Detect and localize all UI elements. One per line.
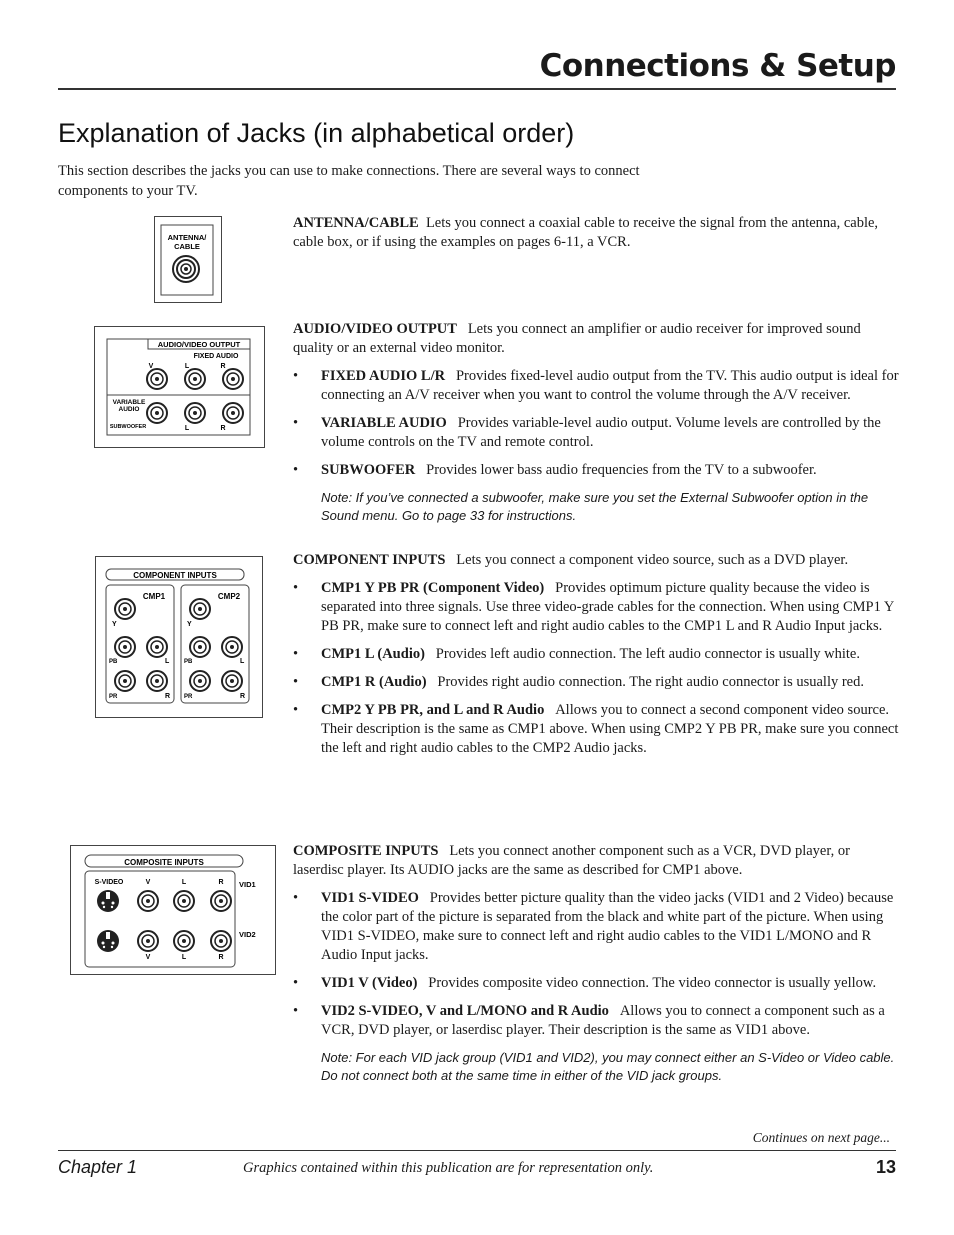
antenna-label-1: ANTENNA/ — [167, 233, 207, 242]
bullet-term: CMP1 Y PB PR (Component Video) — [321, 580, 545, 596]
bullet-term: VARIABLE AUDIO — [321, 415, 447, 431]
v-label: V — [148, 363, 154, 370]
antenna-label-2: CABLE — [174, 242, 200, 251]
vid-note: Note: For each VID jack group (VID1 and VID2), you may connect either an S-Video or Video cable. Do not connect both at the same time in either of the VID jack groups. — [321, 1050, 895, 1083]
chapter-label: Chapter 1 — [58, 1157, 138, 1177]
bullet-text: Allows you to connect a component such as a VCR, DVD player, or laserdisc player. Their description is the same as VID1 above. — [321, 1003, 885, 1038]
av-output-jacks-figure — [94, 326, 265, 448]
rca-jack-icon — [147, 369, 243, 389]
pr-label: PR — [109, 694, 118, 700]
composite-section — [293, 842, 899, 1094]
page-title: Explanation of Jacks (in alphabetical order) — [58, 118, 575, 148]
bullet-term: VID2 S-VIDEO, V and L/MONO and R Audio — [321, 1003, 609, 1019]
composite-text: Lets you connect another component such as a VCR, DVD player, or laserdisc player. Its AUDIO jacks are the same as described for CMP1 above. — [293, 843, 850, 878]
list-item: • FIXED AUDIO L/R Provides fixed-level audio output from the TV. This audio output is ideal for connecting an A/V receiver when you want to control the volume through the A/V receiver. — [293, 368, 899, 403]
antenna-section — [293, 214, 899, 261]
vid1-label: VID1 — [239, 880, 256, 889]
bullet-text: Allows you to connect a second component video source. Their description is the same as CMP1 above. When using CMP2 Y PB PR, make sure you connect the left and right audio cables to the CMP2 Audio jacks. — [321, 702, 899, 756]
rca-jack-icon — [115, 599, 242, 691]
antenna-text: Lets you connect a coaxial cable to receive the signal from the antenna, cable, cable box, or if using the examples on pages 6-11, a VCR. — [293, 215, 879, 250]
composite-term: COMPOSITE INPUTS — [293, 843, 439, 859]
component-inputs-figure — [95, 556, 263, 718]
continues-text: Continues on next page... — [752, 1130, 890, 1145]
list-item: • CMP2 Y PB PR, and L and R Audio Allows you to connect a second component video source. Their description is the same as CMP1 above. When using CMP2 Y PB PR, make sure you connect the left and right audio cables to the CMP2 Audio jacks. — [293, 702, 899, 756]
bullet-term: CMP1 R (Audio) — [321, 674, 427, 690]
av-output-title: AUDIO/VIDEO OUTPUT — [157, 340, 241, 349]
bullet-text: Provides optimum picture quality because the video is separated into three signals. Use three video-grade cables for the connection. When using CMP1 Y PB PR, make sure to connect left and right audio cables to the CMP1 L and R Audio Input jacks. — [321, 580, 894, 634]
subwoofer-label: SUBWOOFER — [109, 424, 147, 430]
fixed-audio-label: FIXED AUDIO — [193, 353, 239, 360]
l-label: L — [184, 425, 190, 432]
list-item: • VARIABLE AUDIO Provides variable-level audio output. Volume levels are controlled by the volume controls on the TV and remote control. — [293, 415, 881, 450]
svideo-jack-icon — [97, 890, 119, 952]
vid2-label: VID2 — [239, 930, 256, 939]
bullet-text: Provides composite video connection. The video connector is usually yellow. — [428, 975, 877, 991]
r-label: R — [240, 693, 246, 700]
svideo-label: S-VIDEO — [94, 879, 124, 886]
bullet-term: VID1 S-VIDEO — [321, 890, 419, 906]
r-label: R — [165, 693, 171, 700]
pr-label: PR — [184, 694, 193, 700]
antenna-term: ANTENNA/CABLE — [293, 215, 419, 231]
av-output-section — [293, 320, 899, 534]
list-item: • CMP1 Y PB PR (Component Video) Provides optimum picture quality because the video is separated into three signals. Use three video-grade cables for the connection. When using CMP1 Y PB PR, make sure to connect left and right audio cables to the CMP1 L and R Audio Input jacks. — [293, 580, 894, 634]
l-label: L — [165, 658, 170, 665]
list-item: • VID1 V (Video) Provides composite video connection. The video connector is usually yellow. — [293, 975, 877, 991]
bullet-text: Provides left audio connection. The left audio connector is usually white. — [435, 646, 860, 662]
bullet-text: Provides lower bass audio frequencies from the TV to a subwoofer. — [426, 462, 817, 478]
variable-label-1: VARIABLE — [112, 399, 146, 406]
r-label: R — [218, 954, 224, 961]
coax-jack-icon — [173, 256, 199, 282]
list-item: • CMP1 L (Audio) Provides left audio connection. The left audio connector is usually white. — [293, 646, 860, 662]
footer-note: Graphics contained within this publication are for representation only. — [243, 1160, 654, 1176]
cmp2-label: CMP2 — [217, 592, 241, 601]
bullet-term: VID1 V (Video) — [321, 975, 418, 991]
l-label: L — [240, 658, 245, 665]
cmp1-label: CMP1 — [142, 592, 166, 601]
bullet-text: Provides better picture quality than the video jacks (VID1 and 2 Video) because the color part of the picture is separated from the black and white part of the picture. When using VID1 S-VIDEO, make sure to connect left and right audio cables to the VID1 L/MONO and R Audio Input jacks. — [321, 890, 894, 963]
l-label: L — [181, 879, 187, 886]
subwoofer-note: Note: If you’ve connected a subwoofer, make sure you set the External Subwoofer option in the Sound menu. Go to page 33 for instructions. — [321, 490, 869, 523]
r-label: R — [220, 425, 226, 432]
bullet-term: SUBWOOFER — [321, 462, 416, 478]
r-label: R — [220, 363, 226, 370]
y-label: Y — [187, 621, 192, 628]
list-item: • SUBWOOFER Provides lower bass audio frequencies from the TV to a subwoofer. — [293, 462, 817, 478]
page-number: 13 — [875, 1157, 896, 1177]
bullet-term: CMP2 Y PB PR, and L and R Audio — [321, 702, 545, 718]
composite-title: COMPOSITE INPUTS — [124, 858, 204, 867]
av-output-term: AUDIO/VIDEO OUTPUT — [293, 321, 457, 337]
r-label: R — [218, 879, 224, 886]
header-rule — [58, 88, 896, 90]
list-item: • VID2 S-VIDEO, V and L/MONO and R Audio Allows you to connect a component such as a VCR, DVD player, or laserdisc player. Their description is the same as VID1 above. — [293, 1003, 885, 1038]
intro-paragraph: This section describes the jacks you can use to make connections. There are several ways to connect components to your TV. — [58, 163, 640, 199]
v-label: V — [145, 954, 151, 961]
bullet-term: CMP1 L (Audio) — [321, 646, 425, 662]
composite-inputs-figure — [70, 845, 276, 975]
pb-label: PB — [109, 659, 118, 665]
rca-jack-icon — [138, 891, 231, 951]
bullet-text: Provides fixed-level audio output from the TV. This audio output is ideal for connecting an A/V receiver when you want to control the volume through the A/V receiver. — [321, 368, 899, 403]
bullet-text: Provides right audio connection. The right audio connector is usually red. — [437, 674, 864, 690]
footer-rule — [58, 1150, 896, 1151]
list-item: • CMP1 R (Audio) Provides right audio connection. The right audio connector is usually red. — [293, 674, 864, 690]
v-label: V — [145, 879, 151, 886]
bullet-term: FIXED AUDIO L/R — [321, 368, 446, 384]
component-section — [293, 551, 899, 767]
y-label: Y — [112, 621, 117, 628]
l-label: L — [184, 363, 190, 370]
component-text: Lets you connect a component video source, such as a DVD player. — [456, 552, 849, 568]
list-item: • VID1 S-VIDEO Provides better picture quality than the video jacks (VID1 and 2 Video) because the color part of the picture is separated from the black and white part of the picture. When using VID1 S-VIDEO, make sure to connect left and right audio cables to the VID1 L/MONO and R Audio Input jacks. — [293, 890, 894, 963]
pb-label: PB — [184, 659, 193, 665]
rca-jack-icon — [147, 403, 243, 423]
component-term: COMPONENT INPUTS — [293, 552, 446, 568]
component-title: COMPONENT INPUTS — [133, 571, 217, 580]
section-title: Connections & Setup — [539, 48, 896, 84]
bullet-text: Provides variable-level audio output. Volume levels are controlled by the volume controls on the TV and remote control. — [321, 415, 881, 450]
variable-label-2: AUDIO — [118, 406, 140, 413]
av-output-text: Lets you connect an amplifier or audio receiver for improved sound quality or an external video monitor. — [293, 321, 861, 356]
antenna-jack-figure — [154, 216, 222, 303]
l-label: L — [181, 954, 187, 961]
